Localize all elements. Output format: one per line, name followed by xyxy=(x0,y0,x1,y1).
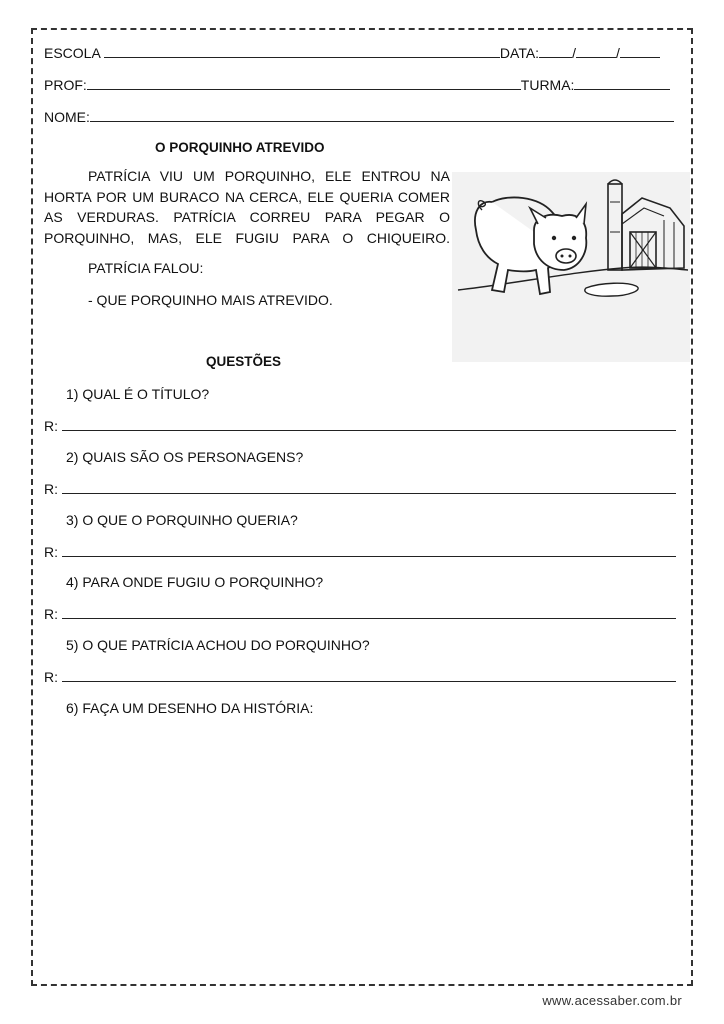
pig-farm-illustration xyxy=(452,172,690,362)
answer-label: R: xyxy=(44,481,58,497)
answer-line-1 xyxy=(44,418,676,434)
answer-label: R: xyxy=(44,544,58,560)
answer-label: R: xyxy=(44,669,58,685)
school-line xyxy=(44,45,660,61)
date-label: DATA: xyxy=(499,45,540,61)
class-field[interactable] xyxy=(574,77,670,90)
school-field[interactable] xyxy=(104,45,500,58)
story-paragraph: PATRÍCIA VIU UM PORQUINHO, ELE ENTROU NA HORTA POR UM BURACO NA CERCA, ELE QUERIA COMER AS VERDURAS. PATRÍCIA CORREU PARA PEGAR O PORQUINHO, MAS, ELE FUGIU PARA O CHIQUEIRO. xyxy=(44,168,450,246)
answer-line-4 xyxy=(44,606,676,622)
question-5: 5) O QUE PATRÍCIA ACHOU DO PORQUINHO? xyxy=(66,637,370,653)
teacher-label: PROF: xyxy=(44,77,87,93)
date-separator: / xyxy=(615,45,620,61)
answer-field[interactable] xyxy=(62,606,676,619)
question-1: 1) QUAL É O TÍTULO? xyxy=(66,386,210,402)
answer-label: R: xyxy=(44,606,58,622)
question-3: 3) O QUE O PORQUINHO QUERIA? xyxy=(66,512,298,528)
name-field[interactable] xyxy=(90,109,674,122)
answer-label: R: xyxy=(44,418,58,434)
story-title: O PORQUINHO ATREVIDO xyxy=(155,140,325,155)
questions-title: QUESTÕES xyxy=(206,354,282,369)
school-label: ESCOLA xyxy=(44,45,101,61)
question-2: 2) QUAIS SÃO OS PERSONAGENS? xyxy=(66,449,304,465)
question-4: 4) PARA ONDE FUGIU O PORQUINHO? xyxy=(66,574,324,590)
name-label: NOME: xyxy=(44,109,90,125)
answer-field[interactable] xyxy=(62,669,676,682)
question-6: 6) FAÇA UM DESENHO DA HISTÓRIA: xyxy=(66,700,314,716)
story-paragraph: - QUE PORQUINHO MAIS ATREVIDO. xyxy=(88,292,333,308)
teacher-field[interactable] xyxy=(87,77,521,90)
answer-field[interactable] xyxy=(62,544,676,557)
name-line xyxy=(44,109,674,125)
date-year-field[interactable] xyxy=(620,45,660,58)
date-month-field[interactable] xyxy=(576,45,616,58)
answer-field[interactable] xyxy=(62,481,676,494)
class-label: TURMA: xyxy=(520,77,575,93)
answer-field[interactable] xyxy=(62,418,676,431)
date-separator: / xyxy=(572,45,576,61)
answer-line-5 xyxy=(44,669,676,685)
teacher-line xyxy=(44,77,670,93)
website-footer: www.acessaber.com.br xyxy=(542,993,682,1008)
date-day-field[interactable] xyxy=(539,45,572,58)
story-paragraph: PATRÍCIA FALOU: xyxy=(88,260,204,276)
answer-line-3 xyxy=(44,544,676,560)
answer-line-2 xyxy=(44,481,676,497)
